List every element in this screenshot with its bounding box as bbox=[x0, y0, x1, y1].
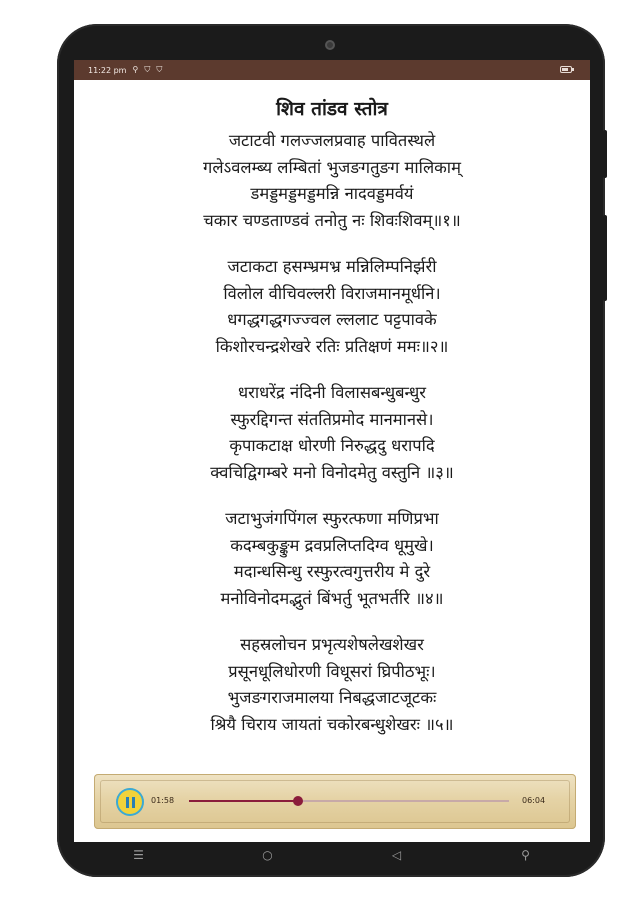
seek-bar-progress bbox=[189, 800, 298, 802]
verse-line: विलोल वीचिवल्लरी विराजमानमूर्धनि। bbox=[223, 283, 441, 303]
verse-5 bbox=[74, 632, 590, 738]
system-nav-bar bbox=[74, 842, 590, 868]
battery-icon bbox=[560, 66, 572, 73]
total-time: 06:04 bbox=[522, 796, 546, 805]
verse-line: गलेऽवलम्ब्य लम्बितां भुजङगतुङग मालिकाम् bbox=[203, 157, 461, 177]
page-title: शिव तांडव स्तोत्र bbox=[276, 98, 388, 120]
verse-line: सहस्रलोचन प्रभृत्यशेषलेखशेखर bbox=[240, 635, 424, 654]
screen bbox=[74, 60, 590, 842]
shield-icon: ⛉ bbox=[144, 65, 151, 74]
accessibility-icon[interactable]: ⚲ bbox=[521, 848, 530, 862]
pause-icon bbox=[126, 797, 135, 808]
verse-3 bbox=[74, 380, 590, 486]
stotra-content bbox=[74, 80, 590, 738]
verse-4 bbox=[74, 506, 590, 612]
volume-button bbox=[603, 215, 607, 301]
verse-line: चकार चण्डताण्डवं तनोतु नः शिवःशिवम्॥१॥ bbox=[203, 210, 461, 230]
usb-icon: ⚲ bbox=[132, 65, 139, 74]
verse-line: धराधरेंद्र नंदिनी विलासबन्धुबन्धुर bbox=[237, 383, 427, 402]
verse-line: मनोविनोदमद्भुतं बिंभर्तु भूतभर्तरि ॥४॥ bbox=[220, 588, 444, 608]
verse-line: धगद्धगद्धगज्ज्वल ल्ललाट पट्टपावके bbox=[227, 310, 437, 329]
power-button bbox=[603, 130, 607, 178]
current-time: 01:58 bbox=[151, 796, 175, 805]
audio-player bbox=[94, 774, 576, 829]
status-bar bbox=[74, 60, 590, 80]
verse-line: जटाभुजंगपिंगल स्फुरत्फणा मणिप्रभा bbox=[225, 509, 439, 528]
verse-line: कृपाकटाक्ष धोरणी निरुद्धदु धरापदि bbox=[229, 436, 435, 455]
verse-line: किशोरचन्द्रशेखरे रतिः प्रतिक्षणं ममः॥२॥ bbox=[215, 336, 449, 356]
menu-icon[interactable]: ☰ bbox=[133, 848, 144, 862]
home-icon[interactable]: ○ bbox=[262, 848, 273, 862]
front-camera bbox=[325, 40, 335, 50]
status-time: 11:22 pm bbox=[88, 65, 127, 75]
verse-line: क्वचिद्विगम्बरे मनो विनोदमेतु वस्तुनि ॥३॥ bbox=[210, 462, 454, 482]
back-icon[interactable]: ◁ bbox=[391, 848, 402, 862]
battery-level bbox=[562, 68, 568, 71]
verse-2 bbox=[74, 254, 590, 360]
verse-line: डमड्डमड्डमड्डमन्नि नादवड्डमर्वयं bbox=[250, 184, 414, 203]
verse-line: भुजङगराजमालया निबद्धजाटजूटकः bbox=[227, 688, 437, 707]
pause-button[interactable] bbox=[116, 788, 144, 816]
verse-line: मदान्धसिन्धु रस्फुरत्वगुत्तरीय मे दुरे bbox=[233, 562, 431, 581]
verse-line: श्रियै चिराय जायतां चकोरबन्धुशेखरः ॥५॥ bbox=[210, 714, 454, 734]
seek-bar[interactable] bbox=[189, 800, 509, 802]
verse-line: स्फुरद्दिगन्त संततिप्रमोद मानमानसे। bbox=[230, 409, 434, 429]
verse-line: जटाकटा हसम्भ्रमभ्र मन्निलिम्पनिर्झरी bbox=[227, 257, 437, 276]
verse-1 bbox=[74, 128, 590, 234]
seek-bar-thumb[interactable] bbox=[293, 796, 303, 806]
verse-line: जटाटवी गलज्जलप्रवाह पावितस्थले bbox=[228, 131, 436, 150]
shield-icon: ⛉ bbox=[156, 65, 163, 74]
verse-line: प्रसूनधूलिधोरणी विधूसरां घ्रिपीठभूः। bbox=[228, 661, 436, 681]
verse-line: कदम्बकुङ्कुम द्रवप्रलिप्तदिग्व धूमुखे। bbox=[230, 535, 434, 555]
